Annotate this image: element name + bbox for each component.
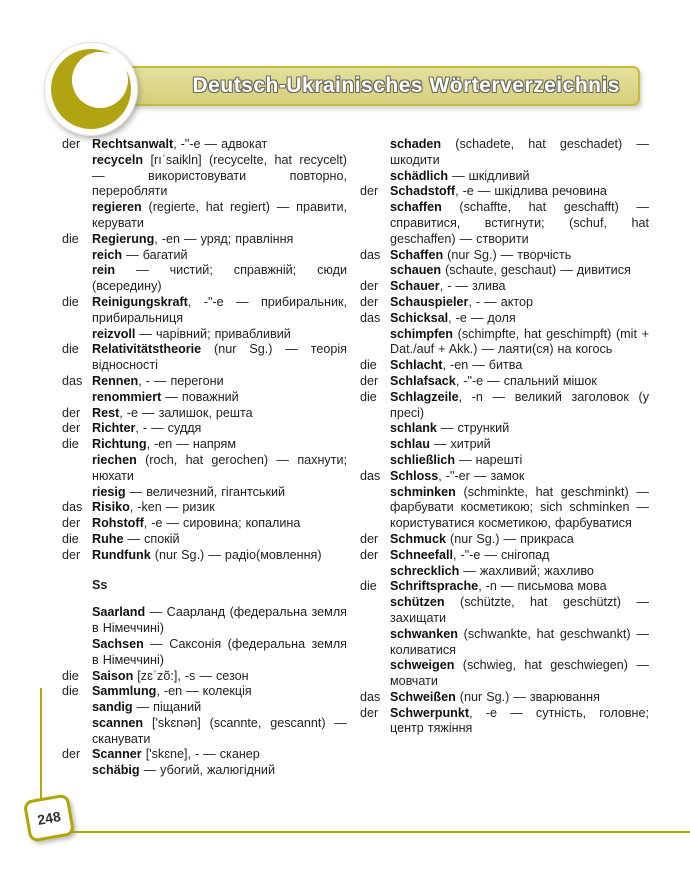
entry-headword: schrecklich — [390, 563, 460, 578]
entry-text: Rundfunk (nur Sg.) — радіо(мовлення) — [92, 547, 322, 562]
entry-headword: rein — [92, 263, 116, 278]
entry-headword: Rechtsanwalt — [92, 137, 174, 151]
entry-article — [360, 200, 390, 247]
dictionary-entry — [62, 532, 347, 548]
entry-article — [62, 716, 92, 748]
entry-article: der — [62, 421, 81, 436]
entry-article — [62, 578, 92, 594]
entry-text: Rennen, - — перегони — [92, 373, 224, 388]
entry-text: Schadstoff, -e — шкідлива речовина — [390, 184, 607, 199]
dictionary-entry — [62, 327, 347, 343]
dictionary-entry — [360, 279, 649, 295]
dictionary-entry — [62, 232, 347, 248]
entry-article — [62, 637, 92, 669]
entry-article — [360, 564, 390, 580]
entry-text: Richter, - — суддя — [92, 421, 202, 436]
dictionary-column-right — [360, 137, 649, 737]
entry-article — [62, 453, 92, 485]
dictionary-entry — [62, 437, 347, 453]
crescent-moon-icon — [51, 49, 131, 129]
entry-headword: reizvoll — [92, 326, 136, 341]
dictionary-entry — [62, 406, 347, 422]
entry-text: schaden (schadete, hat geschadet) — шкодити — [390, 137, 649, 167]
dictionary-entry — [360, 564, 649, 580]
dictionary-entry — [62, 516, 347, 532]
entry-article: das — [62, 373, 83, 388]
entry-text: sandig — піщаний — [92, 700, 202, 715]
dictionary-entry — [360, 311, 649, 327]
entry-text: Schneefall, -"-e — снігопад — [390, 547, 550, 562]
entry-text: Rechtsanwalt, -"-e — адвокат — [92, 137, 268, 151]
entry-headword: Reinigungskraft — [92, 294, 188, 309]
entry-text: rein — чистий; справжній; сюди (всередину) — [92, 263, 347, 294]
entry-headword: schlau — [390, 437, 430, 452]
entry-headword: Schadstoff — [390, 184, 456, 199]
entry-headword: Schwerpunkt — [390, 705, 470, 720]
dictionary-entry — [62, 453, 347, 485]
entry-headword: Rest — [92, 405, 120, 420]
entry-text: schwanken (schwankte, hat geschwankt) — коливатися — [390, 626, 649, 657]
entry-text: riesig — величезний, гігантський — [92, 484, 286, 499]
entry-headword: schädlich — [390, 168, 449, 183]
entry-article — [62, 263, 92, 295]
entry-headword: regieren — [92, 200, 142, 215]
entry-article: die — [62, 531, 79, 546]
entry-text: Schriftsprache, -n — письмова мова — [390, 579, 607, 594]
entry-headword: sandig — [92, 700, 133, 715]
entry-text: Rest, -e — залишок, решта — [92, 405, 253, 420]
entry-text: Schauer, - — злива — [390, 279, 506, 294]
dictionary-entry — [62, 763, 347, 779]
entry-article — [360, 658, 390, 690]
dictionary-entry — [62, 200, 347, 232]
entry-headword: Schneefall — [390, 547, 453, 562]
entry-text: Saarland — Саарланд (федеральна земля в Німеччині) — [92, 605, 347, 636]
section-letter — [62, 578, 347, 594]
entry-article — [360, 485, 390, 532]
entry-text: recyceln [rıˈsaikln] (recycelte, hat recycelt) — використовувати повторно, переробляти — [92, 152, 347, 199]
dictionary-entry — [360, 469, 649, 485]
entry-headword: Schriftsprache — [390, 579, 479, 594]
dictionary-entry — [360, 295, 649, 311]
entry-text: Schmuck (nur Sg.) — прикраса — [390, 531, 574, 546]
entry-article — [62, 390, 92, 406]
page-number: 248 — [36, 808, 62, 828]
entry-article: das — [360, 689, 381, 704]
entry-headword: riechen — [92, 452, 137, 467]
entry-text: riechen (roch, hat gerochen) — пахнути; нюхати — [92, 452, 347, 483]
dictionary-entry — [360, 548, 649, 564]
entry-article: die — [360, 389, 377, 404]
entry-text: Schwerpunkt, -e — сутність, головне; центр тяжіння — [390, 705, 649, 736]
entry-text: schauen (schaute, geschaut) — дивитися — [390, 263, 631, 278]
entry-article — [62, 700, 92, 716]
entry-headword: Schlacht — [390, 358, 443, 373]
entry-text: schädlich — шкідливий — [390, 168, 530, 183]
entry-text: Schicksal, -e — доля — [390, 310, 516, 325]
dictionary-entry — [62, 295, 347, 327]
entry-article — [62, 763, 92, 779]
entry-headword: Relativitätstheorie — [92, 342, 202, 357]
entry-article — [62, 485, 92, 501]
dictionary-entry — [62, 700, 347, 716]
entry-headword: Schweißen — [390, 689, 456, 704]
dictionary-entry — [360, 437, 649, 453]
dictionary-entry — [62, 263, 347, 295]
entry-text: Scanner ['skɛne], - — сканер — [92, 747, 260, 762]
dictionary-entry — [360, 532, 649, 548]
entry-headword: schlank — [390, 421, 437, 436]
dictionary-entry — [360, 374, 649, 390]
entry-headword: Schaffen — [390, 247, 444, 262]
entry-article: der — [360, 547, 379, 562]
dictionary-column-left — [62, 137, 347, 779]
entry-headword: schweigen — [390, 658, 455, 673]
entry-article: der — [62, 747, 81, 762]
dictionary-entry — [62, 153, 347, 200]
dictionary-entry — [360, 263, 649, 279]
entry-headword: schimpfen — [390, 326, 453, 341]
dictionary-entry — [360, 137, 649, 169]
dictionary-entry — [360, 658, 649, 690]
entry-article — [62, 200, 92, 232]
entry-article: der — [360, 184, 379, 199]
dictionary-entry — [360, 627, 649, 659]
dictionary-entry — [62, 500, 347, 516]
entry-article: der — [360, 279, 379, 294]
dictionary-entry — [360, 248, 649, 264]
entry-headword: Rohstoff — [92, 516, 144, 531]
entry-article — [62, 327, 92, 343]
left-frame-line — [40, 688, 42, 806]
entry-article: die — [62, 668, 79, 683]
entry-headword: Rennen — [92, 373, 139, 388]
header-banner — [118, 66, 640, 106]
dictionary-entry — [360, 390, 649, 422]
entry-article: das — [360, 247, 381, 262]
entry-headword: renommiert — [92, 389, 162, 404]
dictionary-entry — [62, 684, 347, 700]
entry-headword: Sachsen — [92, 636, 144, 651]
entry-text: schweigen (schwieg, hat geschwiegen) — мовчати — [390, 658, 649, 689]
dictionary-entry — [62, 374, 347, 390]
entry-headword: Schlagzeile — [390, 389, 459, 404]
entry-article: der — [360, 373, 379, 388]
entry-headword: scannen — [92, 715, 144, 730]
dictionary-entry — [62, 421, 347, 437]
entry-article: das — [360, 468, 381, 483]
dictionary-entry — [360, 690, 649, 706]
entry-headword: schauen — [390, 263, 442, 278]
entry-article: der — [62, 547, 81, 562]
entry-headword: schließlich — [390, 452, 456, 467]
entry-article: die — [360, 579, 377, 594]
entry-text: schimpfen (schimpfte, hat geschimpft) (mit + Dat./auf + Akk.) — лаяти(ся) на когось — [390, 326, 649, 357]
dictionary-entry — [360, 184, 649, 200]
entry-article: das — [62, 500, 83, 515]
entry-headword: Schmuck — [390, 531, 446, 546]
entry-text: Relativitätstheorie (nur Sg.) — теорія відносності — [92, 342, 347, 373]
entry-text: schminken (schminkte, hat geschminkt) — фарбувати косметикою; sich schminken — користуватися косметикою, фарбуватися — [390, 484, 649, 531]
entry-text: schlau — хитрий — [390, 437, 491, 452]
entry-headword: schwanken — [390, 626, 458, 641]
entry-headword: Schauspieler — [390, 294, 469, 309]
entry-text: schäbig — убогий, жалюгідний — [92, 763, 275, 778]
entry-article — [360, 627, 390, 659]
entry-headword: Saison — [92, 668, 134, 683]
entry-article: der — [62, 405, 81, 420]
entry-text: schlank — стрункий — [390, 421, 510, 436]
entry-headword: Scanner — [92, 747, 142, 762]
entry-headword: riesig — [92, 484, 126, 499]
entry-headword: Schloss — [390, 468, 439, 483]
bottom-frame-line — [58, 831, 690, 833]
entry-text: Ruhe — спокій — [92, 531, 180, 546]
entry-article — [62, 248, 92, 264]
entry-text: Schauspieler, - — актор — [390, 294, 533, 309]
entry-text: Saison [zɛˈzõ:], -s — сезон — [92, 668, 249, 683]
dictionary-entry — [360, 327, 649, 359]
entry-article — [360, 595, 390, 627]
entry-article: die — [62, 684, 79, 699]
entry-article — [360, 327, 390, 359]
dictionary-entry — [62, 716, 347, 748]
entry-article: die — [62, 342, 79, 357]
entry-text: Schaffen (nur Sg.) — творчість — [390, 247, 572, 262]
entry-article: die — [62, 231, 79, 246]
dictionary-entry — [62, 342, 347, 374]
entry-text: Risiko, -ken — ризик — [92, 500, 215, 515]
entry-headword: Richter — [92, 421, 136, 436]
entry-article — [360, 453, 390, 469]
entry-text: reizvoll — чарівний; привабливий — [92, 326, 291, 341]
entry-text: schließlich — нарешті — [390, 452, 523, 467]
dictionary-entry — [360, 485, 649, 532]
entry-article: die — [360, 358, 377, 373]
dictionary-entry — [62, 605, 347, 637]
book-logo — [44, 42, 138, 136]
entry-headword: Richtung — [92, 437, 147, 452]
entry-article: die — [62, 437, 79, 452]
entry-article — [62, 153, 92, 200]
entry-headword: schaffen — [390, 200, 442, 215]
dictionary-entry — [360, 421, 649, 437]
entry-article: der — [360, 531, 379, 546]
dictionary-entry — [360, 595, 649, 627]
entry-text: reich — багатий — [92, 247, 188, 262]
dictionary-entry — [62, 390, 347, 406]
entry-article — [360, 437, 390, 453]
dictionary-entry — [62, 485, 347, 501]
entry-article — [360, 263, 390, 279]
entry-article — [360, 421, 390, 437]
entry-headword: schminken — [390, 484, 456, 499]
entry-text: Sachsen — Саксонія (федеральна земля в Німеччині) — [92, 636, 347, 667]
entry-text: schrecklich — жахливий; жахливо — [390, 563, 594, 578]
dictionary-entry — [360, 200, 649, 247]
entry-headword: reich — [92, 247, 123, 262]
dictionary-entry — [360, 358, 649, 374]
dictionary-entry — [62, 137, 347, 153]
entry-headword: Schauer — [390, 279, 440, 294]
dictionary-entry — [62, 669, 347, 685]
entry-text: Sammlung, -en — колекція — [92, 684, 252, 699]
page-number-badge — [23, 793, 76, 842]
entry-headword: Regierung — [92, 231, 155, 246]
dictionary-entry — [360, 579, 649, 595]
page-title: Deutsch-Ukrainisches Wörterverzeichnis — [192, 74, 620, 97]
entry-headword: Sammlung — [92, 684, 157, 699]
dictionary-entry — [62, 548, 347, 564]
dictionary-entry — [62, 248, 347, 264]
entry-text: Schloss, -"-er — замок — [390, 468, 525, 483]
entry-text: scannen ['skɛnən] (scannte, gescannt) — сканувати — [92, 715, 347, 746]
entry-headword: schäbig — [92, 763, 140, 778]
dictionary-entry — [62, 747, 347, 763]
entry-text: Regierung, -en — уряд; правління — [92, 231, 294, 246]
entry-headword: schützen — [390, 595, 445, 610]
entry-headword: schaden — [390, 137, 442, 151]
entry-text: Richtung, -en — напрям — [92, 437, 236, 452]
entry-headword: Risiko — [92, 500, 130, 515]
entry-article: der — [360, 294, 379, 309]
dictionary-entry — [360, 169, 649, 185]
dictionary-entry — [360, 706, 649, 738]
entry-text: Schlafsack, -"-e — спальний мішок — [390, 373, 597, 388]
entry-text: Schlacht, -en — битва — [390, 358, 523, 373]
entry-text: Rohstoff, -e — сировина; копалина — [92, 516, 301, 531]
entry-article: der — [62, 137, 81, 151]
entry-article: der — [360, 705, 379, 720]
entry-article — [62, 605, 92, 637]
section-letter-label: Ss — [92, 577, 108, 592]
dictionary-entry — [62, 637, 347, 669]
entry-text: schaffen (schaffte, hat geschafft) — справитися, встигнути; (schuf, hat geschaffen) — створити — [390, 200, 649, 246]
entry-headword: Ruhe — [92, 531, 124, 546]
entry-headword: Rundfunk — [92, 547, 151, 562]
entry-headword: Schicksal — [390, 310, 449, 325]
entry-text: Reinigungskraft, -"-e — прибиральник, прибиральниця — [92, 294, 347, 325]
entry-text: renommiert — поважний — [92, 389, 239, 404]
entry-headword: recyceln — [92, 152, 144, 167]
entry-article — [360, 137, 390, 169]
entry-headword: Schlafsack — [390, 373, 456, 388]
entry-text: regieren (regierte, hat regiert) — правити, керувати — [92, 200, 347, 230]
dictionary-entry — [360, 453, 649, 469]
entry-text: Schweißen (nur Sg.) — зварювання — [390, 689, 600, 704]
entry-headword: Saarland — [92, 605, 146, 620]
entry-article: die — [62, 294, 79, 309]
entry-text: schützen (schützte, hat geschützt) — захищати — [390, 595, 649, 625]
entry-article: der — [62, 516, 81, 531]
entry-article — [360, 169, 390, 185]
entry-article: das — [360, 310, 381, 325]
entry-text: Schlagzeile, -n — великий заголовок (у пресі) — [390, 389, 649, 420]
